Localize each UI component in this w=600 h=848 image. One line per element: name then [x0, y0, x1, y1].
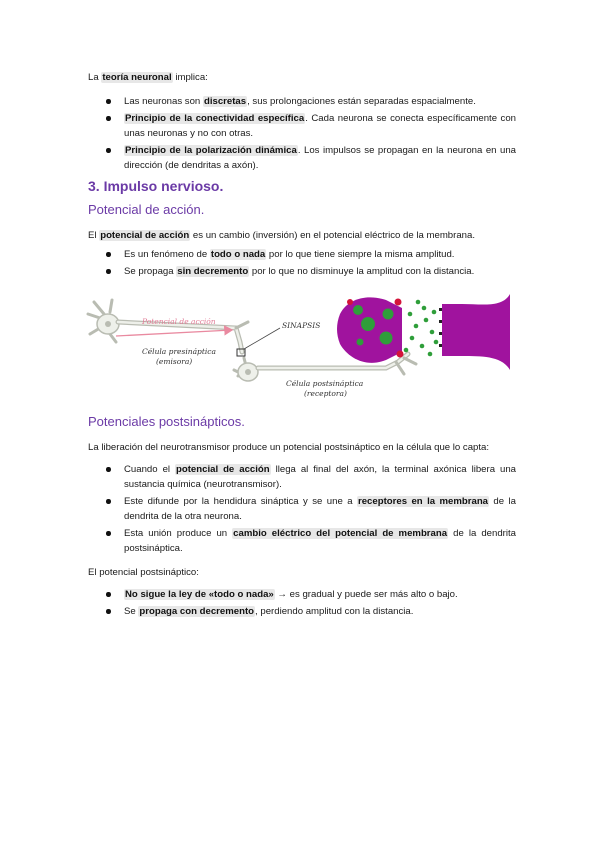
synapse-label: SINAPSIS — [282, 321, 321, 330]
section-heading: 3. Impulso nervioso. — [88, 178, 224, 194]
action-potential-block — [88, 201, 516, 279]
list-item: Se propaga sin decremento por lo que no disminuye la amplitud con la distancia. — [88, 264, 516, 279]
pre-cell-label: Célula presináptica — [142, 347, 216, 356]
list-item: Principio de la polarización dinámica. Los impulsos se propagan en la neurona en una dirección (de dendritas a axón). — [88, 143, 516, 173]
action-potential-definition: El potencial de acción es un cambio (inversión) en el potencial eléctrico de la membrana. — [88, 230, 476, 241]
action-potential-heading: Potencial de acción. — [88, 202, 205, 217]
section-heading-block — [88, 177, 516, 195]
intro-term: teoría neuronal — [102, 72, 172, 83]
pre-cell-sublabel: (emisora) — [156, 357, 193, 366]
postsynaptic-list — [88, 462, 516, 556]
post-cell-sublabel: (receptora) — [304, 389, 347, 398]
intro-text-end: implica: — [172, 72, 208, 83]
presynaptic-neuron — [88, 300, 248, 352]
action-potential-list — [88, 247, 516, 279]
list-item: Cuando el potencial de acción llega al final del axón, la terminal axónica libera una sustancia química (neurotransmisor). — [88, 462, 516, 492]
postsynaptic-block — [88, 413, 516, 619]
postsynaptic-intro: La liberación del neurotransmisor produce un potencial postsináptico en la célula que lo capta: — [88, 442, 490, 453]
list-item: No sigue la ley de «todo o nada» → es gradual y puede ser más alto o bajo. — [88, 587, 516, 602]
theory-list — [88, 94, 516, 173]
list-item: Se propaga con decremento, perdiendo amplitud con la distancia. — [88, 604, 516, 619]
postsynaptic-heading: Potenciales postsinápticos. — [88, 414, 245, 429]
intro-block — [88, 70, 516, 173]
post-cell-label: Célula postsináptica — [286, 379, 364, 388]
list-item: Esta unión produce un cambio eléctrico del potencial de membrana de la dendrita postsináptica. — [88, 526, 516, 556]
synapse-pointer — [244, 328, 280, 349]
synapse-diagram — [86, 294, 520, 406]
postsynaptic-lead: El potencial postsináptico: — [88, 567, 199, 578]
list-item: Este difunde por la hendidura sináptica y se une a receptores en la membrana de la dendrita de la otra neurona. — [88, 494, 516, 524]
synapse-illustration — [86, 294, 520, 406]
intro-paragraph — [88, 70, 516, 85]
intro-text: La — [88, 72, 102, 83]
list-item: Principio de la conectividad específica. Cada neurona se conecta específicamente con unas neuronas y no con otras. — [88, 111, 516, 141]
propagation-arrow — [116, 330, 232, 336]
postsynaptic-properties — [88, 587, 516, 619]
list-item: Es un fenómeno de todo o nada por lo que tiene siempre la misma amplitud. — [88, 247, 516, 262]
synapse-closeup — [337, 294, 510, 370]
list-item: Las neuronas son discretas, sus prolongaciones están separadas espacialmente. — [88, 94, 516, 109]
arrow-label: Potencial de acción — [142, 317, 216, 326]
